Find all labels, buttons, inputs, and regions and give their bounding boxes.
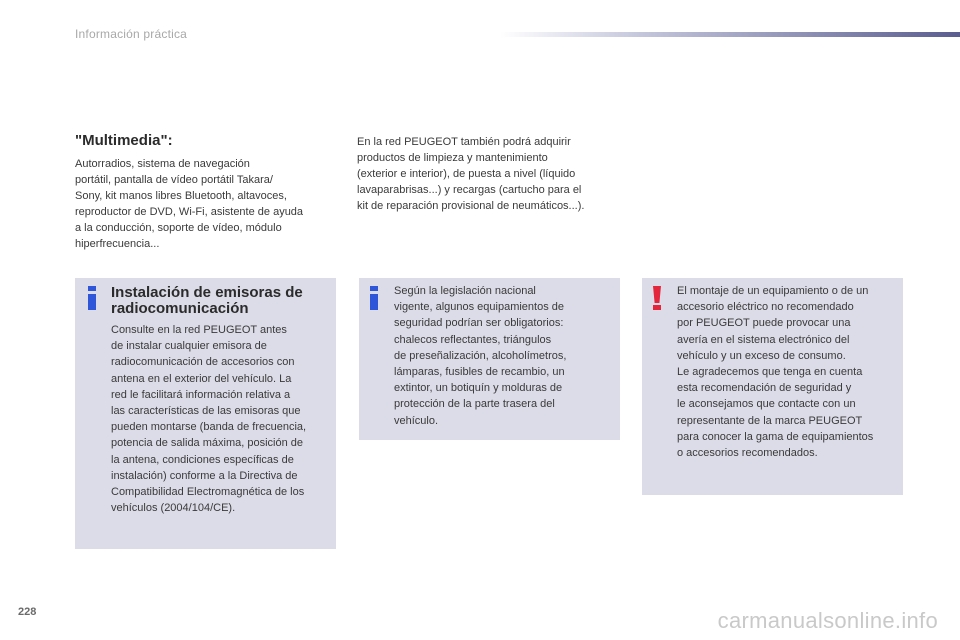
peugeot-network-text <box>357 134 627 214</box>
text-line: para conocer la gama de equipamientos <box>677 430 874 443</box>
multimedia-title: "Multimedia": <box>75 132 173 149</box>
info-icon <box>370 286 378 310</box>
warning-icon <box>653 286 661 310</box>
text-line: avería en el sistema electrónico del <box>677 333 850 346</box>
text-line: Sony, kit manos libres Bluetooth, altavoces, <box>75 190 287 202</box>
header-accent-bar <box>500 32 960 37</box>
text-line: a la conducción, soporte de vídeo, módulo <box>75 222 282 234</box>
warning-box-text <box>677 283 901 461</box>
text-line: vigente, algunos equipamientos de <box>394 301 565 314</box>
text-line: Le agradecemos que tenga en cuenta <box>677 366 863 379</box>
text-line: la antena, condiciones específicas de <box>111 453 294 466</box>
text-line: potencia de salida máxima, posición de <box>111 437 304 450</box>
text-line: las características de las emisoras que <box>111 405 301 418</box>
text-line: Autorradios, sistema de navegación <box>75 158 250 170</box>
radio-box-text <box>111 322 333 516</box>
text-line: le aconsejamos que contacte con un <box>677 398 856 411</box>
text-line: vehículos (2004/104/CE). <box>111 502 236 515</box>
text-line: por PEUGEOT puede provocar una <box>677 317 851 330</box>
text-line: antena en el exterior del vehículo. La <box>111 372 292 385</box>
text-line: extintor, un botiquín y molduras de <box>394 382 563 395</box>
page-number: 228 <box>18 606 37 618</box>
text-line: vehículo y un exceso de consumo. <box>677 349 846 362</box>
text-line: El montaje de un equipamiento o de un <box>677 285 869 297</box>
text-line: de instalar cualquier emisora de <box>111 340 267 353</box>
text-line: kit de reparación provisional de neumáticos...). <box>357 200 585 212</box>
text-line: portátil, pantalla de vídeo portátil Takara/ <box>75 174 273 186</box>
multimedia-text <box>75 156 345 252</box>
legislation-box-text <box>394 283 618 429</box>
text-line: o accesorios recomendados. <box>677 447 818 460</box>
text-line: Según la legislación nacional <box>394 285 536 297</box>
radio-box-title <box>111 285 341 317</box>
header-title: Información práctica <box>75 27 188 41</box>
text-line: vehículo. <box>394 414 439 427</box>
text-line: productos de limpieza y mantenimiento <box>357 152 548 164</box>
text-line: pueden montarse (banda de frecuencia, <box>111 421 307 434</box>
info-icon <box>88 286 96 310</box>
legislation-info-box <box>359 278 620 440</box>
radio-info-box <box>75 278 336 549</box>
watermark: carmanualsonline.info <box>717 608 938 633</box>
text-line: lámparas, fusibles de recambio, un <box>394 366 565 379</box>
text-line: protección de la parte trasera del <box>394 398 555 411</box>
title-line: Instalación de emisoras de <box>111 284 303 301</box>
text-line: En la red PEUGEOT también podrá adquirir <box>357 136 571 148</box>
text-line: red le facilitará información relativa a <box>111 388 291 401</box>
title-line: radiocomunicación <box>111 300 249 317</box>
text-line: instalación) conforme a la Directiva de <box>111 469 298 482</box>
text-line: esta recomendación de seguridad y <box>677 382 852 395</box>
text-line: lavaparabrisas...) y recargas (cartucho para el <box>357 184 582 196</box>
text-line: representante de la marca PEUGEOT <box>677 414 863 427</box>
text-line: Compatibilidad Electromagnética de los <box>111 486 305 499</box>
text-line: radiocomunicación de accesorios con <box>111 356 295 369</box>
text-line: (exterior e interior), de puesta a nivel (líquido <box>357 168 576 180</box>
text-line: de preseñalización, alcoholímetros, <box>394 349 567 362</box>
text-line: hiperfrecuencia... <box>75 238 160 250</box>
text-line: seguridad podrían ser obligatorios: <box>394 317 564 330</box>
text-line: Consulte en la red PEUGEOT antes <box>111 324 287 336</box>
text-line: reproductor de DVD, Wi-Fi, asistente de ayuda <box>75 206 304 218</box>
text-line: accesorio eléctrico no recomendado <box>677 301 854 314</box>
text-line: chalecos reflectantes, triángulos <box>394 333 552 346</box>
warning-box <box>642 278 903 495</box>
